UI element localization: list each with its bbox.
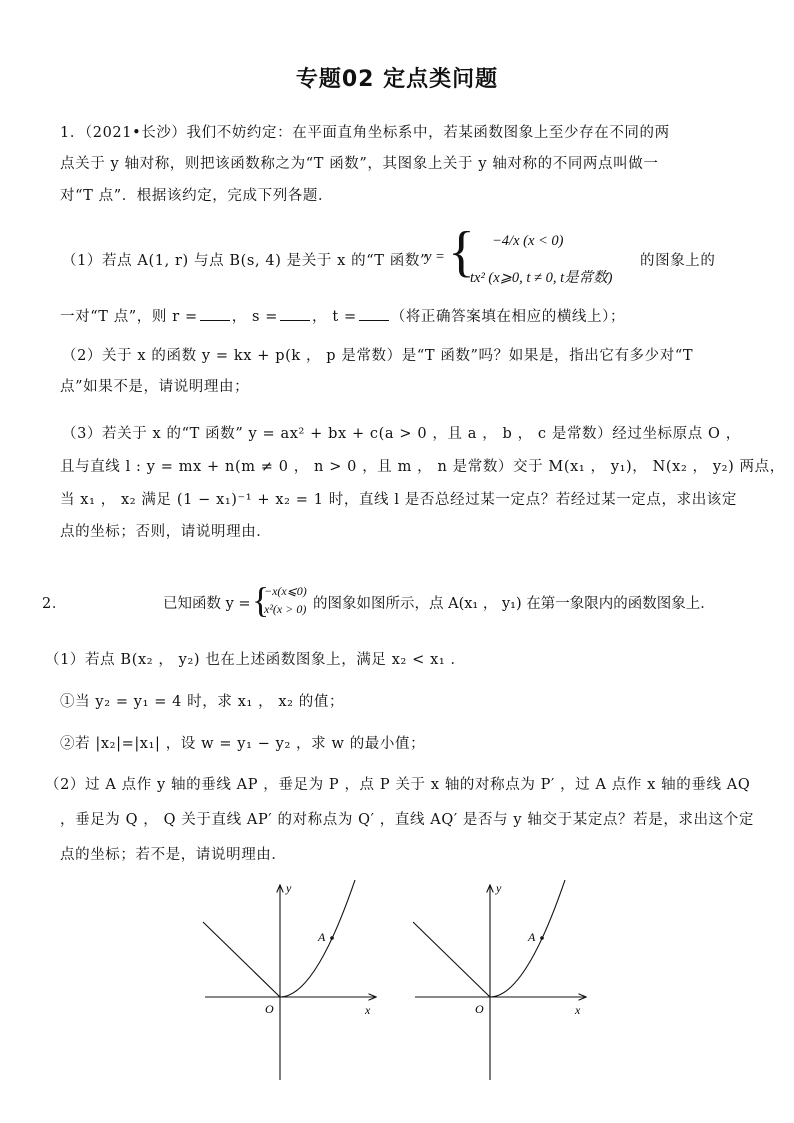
q1-intro-line-2: 点关于 y 轴对称，则把该函数称之为“T 函数”，其图象上关于 y 轴对称的不同两点叫做一 — [60, 156, 659, 172]
q2-piecewise-brace: { — [252, 580, 270, 620]
q2-part2-line-1: （2）过 A 点作 y 轴的垂线 AP ，垂足为 P ，点 P 关于 x 轴的对称点为 P′ ，过 A 点作 x 轴的垂线 AQ — [45, 777, 751, 793]
q2-intro-b: 的图象如图所示，点 A(x₁ ， y₁) 在第一象限内的函数图象上． — [313, 596, 715, 612]
q1-part1-text: （1）若点 A(1, r) 与点 B(s, 4) 是关于 x 的“T 函数” — [62, 253, 428, 269]
q1-part1-tail: 的图象上的 — [640, 253, 716, 269]
q2-part1-ii: ②若 |x₂|=|x₁| ，设 w = y₁ − y₂ ，求 w 的最小值； — [60, 736, 426, 752]
point-a — [540, 936, 544, 940]
q1-part3-line-4: 点的坐标；否则，请说明理由． — [60, 524, 272, 540]
q1-part3-line-2: 且与直线 l : y = mx + n(m ≠ 0 ， n > 0 ，且 m ， n 是常数）交于 M(x₁ ， y₁)， N(x₂ ， y₂) 两点， — [60, 459, 785, 475]
y-axis-label: y — [286, 881, 292, 895]
q2-part2-line-3: 点的坐标；若不是，请说明理由． — [60, 847, 287, 863]
q1-part1-instruction: （将正确答案填在相应的横线上）； — [390, 309, 626, 325]
line-branch — [203, 922, 280, 997]
q1-part1-t-label: ， t = — [312, 309, 357, 325]
q2-part2-line-2: ，垂足为 Q ， Q 关于直线 AP′ 的对称点为 Q′ ，直线 AQ′ 是否与 y 轴交于某定点？若是，求出这个定 — [60, 812, 754, 828]
q1-part1-s-label: ， s = — [231, 309, 279, 325]
x-axis-label: x — [575, 1003, 581, 1017]
q2-intro-a: 已知函数 y = — [163, 596, 251, 612]
answer-blank-r[interactable] — [200, 308, 230, 321]
q1-part2-line-2: 点”如果不是，请说明理由； — [60, 379, 250, 395]
q1-intro-line-3: 对“T 点”．根据该约定，完成下列各题． — [60, 188, 334, 204]
q1-part1-y: y = — [425, 249, 445, 265]
point-a-label: A — [528, 930, 536, 944]
point-a — [330, 936, 334, 940]
q2-part1-i: ①当 y₂ = y₁ = 4 时，求 x₁ ， x₂ 的值； — [60, 694, 345, 710]
origin-label: O — [265, 1002, 274, 1016]
q1-part3-line-3: 当 x₁ ， x₂ 满足 (1 − x₁)⁻¹ + x₂ = 1 时，直线 l 是否总经过某一定点？若经过某一定点，求出该定 — [60, 492, 738, 508]
q1-part2-line-1: （2）关于 x 的函数 y = kx + p(k ， p 是常数）是“T 函数”吗？如果是，指出它有多少对“T — [62, 348, 694, 364]
origin-label: O — [475, 1002, 484, 1016]
line-branch — [413, 922, 490, 997]
q1-part1-case-1: −4/x (x < 0) — [492, 233, 564, 249]
page-title: 专题02 定点类问题 — [295, 67, 499, 92]
function-graph-left — [195, 880, 380, 1090]
q1-part1-case-2: tx² (x⩾0, t ≠ 0, t是常数) — [470, 270, 613, 286]
y-axis-label: y — [496, 881, 502, 895]
q1-intro-line-1: 1．（2021•长沙）我们不妨约定：在平面直角坐标系中，若某函数图象上至少存在不同的两 — [60, 125, 670, 141]
answer-blank-t[interactable] — [359, 308, 389, 321]
function-graph-right — [405, 880, 590, 1090]
q1-part1-answer-line — [60, 305, 625, 326]
q2-case-1: −x(x⩽0) — [264, 584, 307, 598]
answer-blank-s[interactable] — [280, 308, 310, 321]
x-axis-label: x — [365, 1003, 371, 1017]
q1-part1-r-label: 一对“T 点”，则 r = — [60, 309, 198, 325]
q2-case-2: x²(x > 0) — [264, 602, 307, 616]
piecewise-brace: { — [448, 221, 475, 283]
point-a-label: A — [318, 930, 326, 944]
q2-number: 2． — [42, 596, 67, 612]
q2-part1: （1）若点 B(x₂ ， y₂) 也在上述函数图象上，满足 x₂ < x₁ ． — [45, 652, 466, 668]
q1-part3-line-1: （3）若关于 x 的“T 函数” y = ax² + bx + c(a > 0 ，且 a ， b ， c 是常数）经过坐标原点 O ， — [62, 426, 741, 442]
